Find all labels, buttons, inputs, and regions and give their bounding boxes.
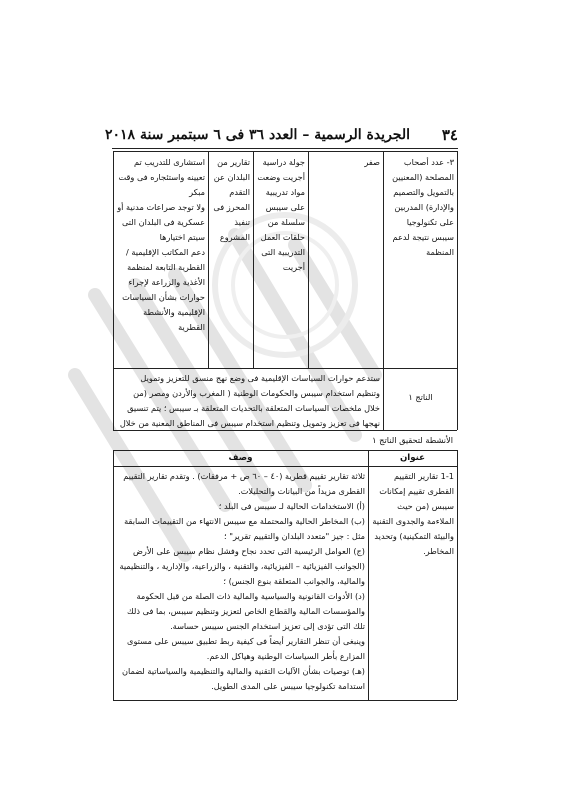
description-line: (ج) العوامل الرئيسية التى تحدد نجاح وفشل نظام سيبس على الأرض (الجوانب الفيزيائية – الفيزيائية، والتقنية ، والزراعية، والإدارية ، والتنظيمية والمالية، والجوانب المتعلقة بنوع الجنس) ؛ [119,546,365,586]
description-line: وينبغى أن تنظر التقارير أيضاً فى كيفية ربط تطبيق سيبس على مستوى المزارع بأطر السياسات الوطنية وهياكل الدعم. [127,636,365,661]
target-cell: جولة دراسية أجريت وضعت مواد تدريبية على سيبس سلسلة من حلقات العمل التدريبية التى أجريت [257,157,305,272]
page-header [105,126,458,148]
output-description: ستدعم حوارات السياسات الإقليمية فى وضع نهج منسق للتعزيز وتمويل وتنظيم استخدام سيبس والحكومات الوطنية ( المغرب والأردن ومصر (من خلال ملخصات السياسات المتعلقة بالتحديات المتعلقة بـ سيبس ؛ يتم تنسيق نهجها فى تعزيز وتمويل وتنظيم استخدام سيبس فى المناطق المعنية من خلال [119,373,380,428]
description-line: (ب) المخاطر الحالية والمحتملة مع سيبس الانتهاء من التقييمات السابقة مثل : جيز "متعدد البلدان والتقييم تقرير" ؛ [124,516,365,541]
output-label: الناتج ١ [408,392,433,402]
page-number: ٣٤ [441,126,458,144]
indicator-cell: ٣- عدد أصحاب المصلحة (المعنيين بالتمويل والتصميم والإدارة) المدربين على تكنولوجيا سيبس نتيجة لدعم المنظمة [392,157,454,257]
verification-cell: تقارير من البلدان عن التقدم المحرز فى تنفيذ المشروع [213,157,250,242]
description-line: ثلاثة تقارير تقييم قطرية (٤٠ – ٦٠ ص + مرفقات) . وتقدم تقارير التقييم القطرى مزيداً من البيانات والتحليلات. [123,471,365,496]
header-rule [112,148,458,149]
assumptions-cell: استشارى للتدريب تم تعيينه واستئجاره فى وقت مبكر ولا توجد صراعات مدنية أو عسكرية فى البلدان التى سيتم اختيارها دعم المكاتب الإقليمية / القطرية التابعة لمنظمة الأغذية والزراعة لإجراء حوارات بشأن السياسات الإقليمية والأنشطة القطرية [117,157,205,332]
activity-description [116,469,365,699]
column-title-header: عنوان [399,453,426,463]
description-line: (أ) الاستخدامات الحالية لـ سيبس فى البلد ؛ [218,501,365,511]
activity-title: 1-1 تقارير التقييم القطرى تقييم إمكانات سيبس (من حيث الملاءمة والجدوى التقنية والبيئة التمكينية) وتحديد المخاطر. [372,471,454,556]
description-line: (هـ) توصيات بشأن الآليات التقنية والمالية والتنظيمية والسياساتية لضمان استدامة تكنولوجيا سيبس على المدى الطويل. [121,666,365,691]
activities-caption: الأنشطة لتحقيق الناتج ١ [372,435,453,445]
baseline-cell: صفر [364,157,380,167]
column-description-header: وصف [228,453,253,463]
journal-title: الجريدة الرسمية – العدد ٣٦ فى ٦ سبتمبر سنة ٢٠١٨ [105,127,410,143]
description-line: (د) الأدوات القانونية والسياسية والمالية ذات الصلة من قبل الحكومة والمؤسسات المالية والقطاع الخاص لتعزيز وتنظيم سيبس، بما فى ذلك تلك التى تؤدى إلى تعزيز استخدام الجنس سيبس حساسة. [127,591,365,631]
